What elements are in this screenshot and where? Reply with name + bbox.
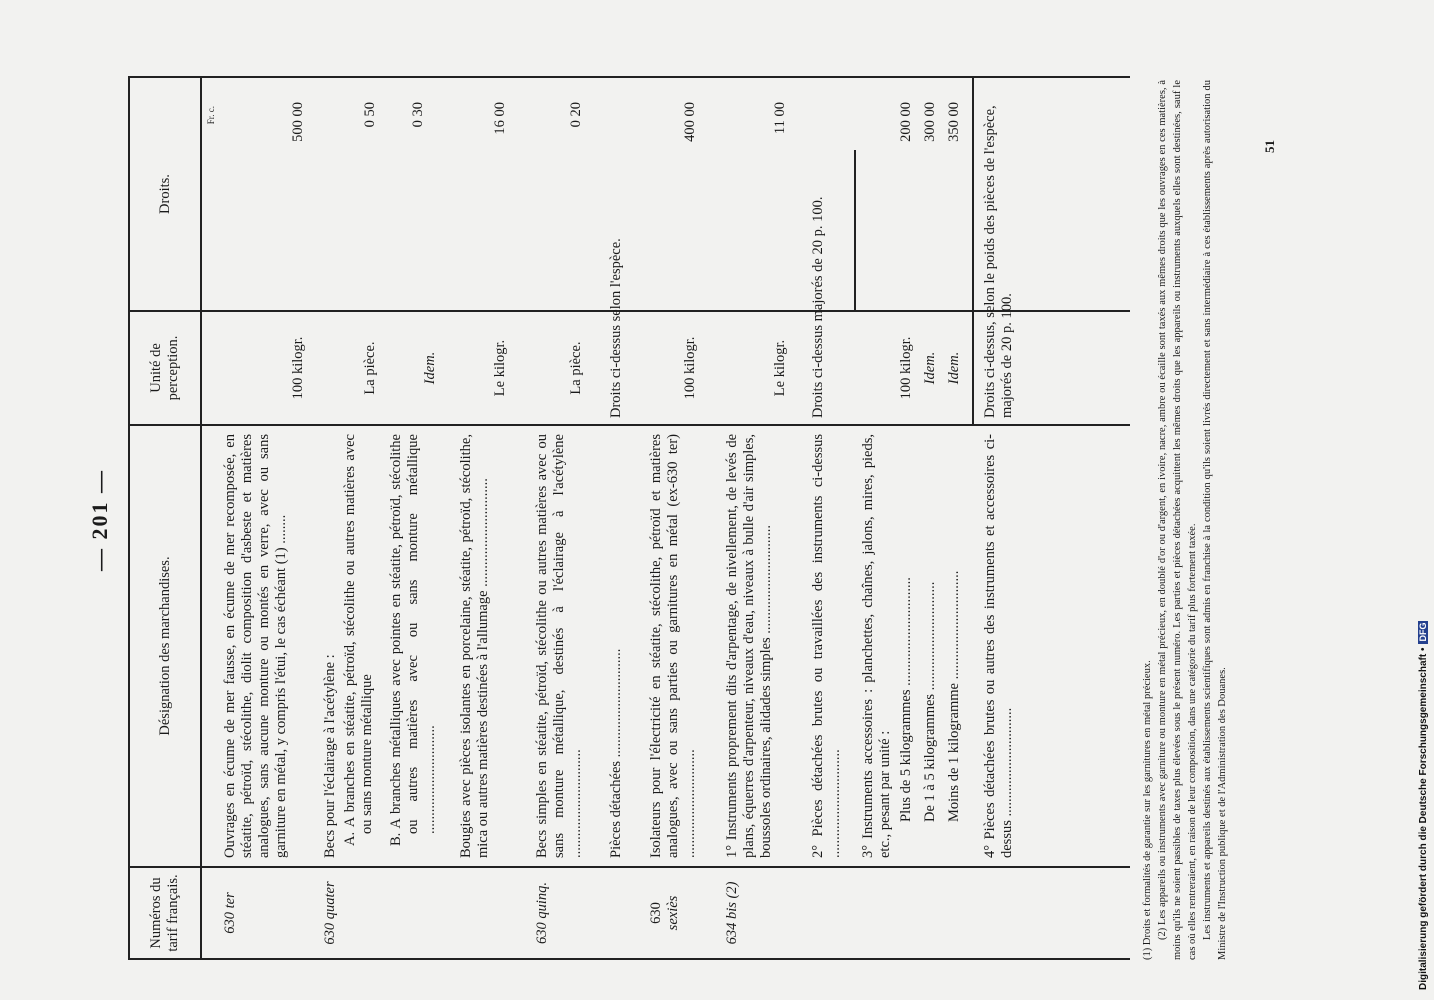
- unit-value: Le kilogr.: [772, 339, 788, 397]
- footnote-1: (1) Droits et formalités de garantie sur les garnitures en métal précieux.: [1142, 660, 1153, 960]
- duty-span-text: Droits ci-dessus majorés de 20 p. 100.: [810, 196, 826, 418]
- designation-text: 3° Instruments accessoires : planchettes, chaînes, jalons, mires, pieds, etc., pesant par unité :: [860, 434, 893, 858]
- tariff-number: 630 ter: [222, 892, 238, 934]
- designation-text: Moins de 1 kilogramme ..............................: [946, 570, 962, 822]
- tariff-number: [648, 868, 682, 958]
- tariff-number-main: 630: [648, 902, 664, 924]
- footnotes: [1140, 80, 1230, 960]
- unit-value: 100 kilogr.: [290, 336, 306, 400]
- tariff-number: 630 quinq.: [534, 881, 550, 945]
- footnote-2: (2) Les appareils ou instruments avec garniture ou monture en métal précieux, en doublé d'or ou d'argent, en ivoire, nacre, ambre ou écaille sont taxés aux mêmes droits que les ouvrages en ces matières, à moins qu'ils ne soient passibles de taxes plus élevées sous le présent numéro. Les parties et pièces détachées acquittent les mêmes droits que les appareils ou instruments auxquels elles sont destinées, sauf le cas où elles rentreraient, en raison de leur composition, dans une catégorie du tarif plus fortement taxée.: [1157, 80, 1198, 960]
- duty-value: 11 00: [772, 102, 788, 135]
- column-header-numero: Numéros du tarif français.: [130, 868, 202, 958]
- column-header-droits: Droits.: [130, 78, 202, 310]
- duty-value: 500 00: [290, 102, 306, 142]
- page-header: — 201 —: [87, 469, 112, 571]
- column-rule: [130, 310, 1130, 312]
- designation-text: 1° Instruments proprement dits d'arpentage, de nivellement, de levés de plans, équerres d'arpenteur, niveaux d'eau, niveaux à bulle d'air simples, boussoles ordinaires, alidades simples ..............................: [724, 434, 774, 858]
- designation-text: Pièces détachées ..............................: [608, 648, 624, 858]
- designation-text: Becs pour l'éclairage à l'acétylène :: [322, 654, 338, 858]
- unit-value: Idem.: [946, 351, 962, 385]
- digitization-credit: [1418, 10, 1429, 990]
- unit-value: Le kilogr.: [492, 339, 508, 397]
- designation-text: Ouvrages en écume de mer fausse, en écume de mer recomposée, en stéatite, pétroïd, stécolithe, diolit composition d'asbeste et matières analogues, sans aucune monture ou montés en verre, avec ou sans garniture en métal, y compris l'étui, le cas échéant (1) ........: [222, 434, 289, 858]
- unit-value: Idem.: [422, 351, 438, 385]
- unit-value: Idem.: [922, 351, 938, 385]
- column-header-unite: Unité de perception.: [130, 312, 202, 424]
- table-rule: [972, 78, 974, 424]
- tariff-number: 634 bis (2): [724, 881, 740, 945]
- duty-span-text: Droits ci-dessus, selon le poids des pièces de l'espèce, majorés de 20 p. 100.: [982, 105, 1015, 418]
- column-rule: [130, 424, 1130, 426]
- tariff-number: 630 quater: [322, 881, 338, 945]
- column-rule: [130, 866, 1130, 868]
- credit-text: Digitalisierung gefördert durch die Deutsche Forschungsgemeinschaft •: [1418, 647, 1429, 990]
- unit-value: La pièce.: [568, 341, 584, 395]
- designation-text: A. A branches en stéatite, pétroïd, stécolithe ou autres matières avec ou sans monture métallique: [342, 434, 375, 846]
- duty-value: 400 00: [682, 102, 698, 142]
- unit-value: La pièce.: [362, 341, 378, 395]
- designation-text: Bougies avec pièces isolantes en porcelaine, stéatite, pétroïd, stécolithe, mica ou autres matières destinées à l'allumage ..............................: [458, 434, 491, 858]
- unit-value: 100 kilogr.: [682, 336, 698, 400]
- designation-text: B. A branches métalliques avec pointes en stéatite, pétroïd, stécolithe ou autres matières avec ou sans monture métallique ..............................: [388, 434, 438, 846]
- designation-text: Plus de 5 kilogrammes ..............................: [898, 577, 914, 822]
- designation-text: 2° Pièces détachées brutes ou travaillées des instruments ci-dessus ..............................: [810, 434, 843, 858]
- duty-value: 0 20: [568, 102, 584, 128]
- duty-value: 0 30: [410, 102, 426, 128]
- tariff-number-suffix: sexiès: [665, 895, 681, 931]
- footnote-3: Les instruments et appareils destinés aux établissements scientifiques sont admis en franchise à la condition qu'ils soient livrés directement et sans intermédiaire à ces établissements après autorisation du Ministre de l'Instruction publique et de l'Administration des Douanes.: [1202, 80, 1228, 960]
- duty-value: 350 00: [946, 102, 962, 142]
- unit-value: 100 kilogr.: [898, 336, 914, 400]
- page-number: 51: [1262, 140, 1277, 153]
- designation-text: 4° Pièces détachées brutes ou autres des instruments et accessoires ci-dessus ..............................: [982, 434, 1015, 858]
- duty-value: 16 00: [492, 102, 508, 135]
- table-rule: [854, 150, 856, 310]
- duty-value: 300 00: [922, 102, 938, 142]
- dfg-logo: DFG: [1418, 622, 1428, 642]
- duty-value: 0 50: [362, 102, 378, 128]
- column-header-designation: Désignation des marchandises.: [130, 426, 202, 866]
- currency-units: Fr. c.: [206, 106, 216, 125]
- tariff-table: [128, 76, 1130, 960]
- duty-value: 200 00: [898, 102, 914, 142]
- duty-span-text: Droits ci-dessus selon l'espèce.: [608, 238, 624, 418]
- designation-text: Isolateurs pour l'électricité en stéatite, stécolithe, pétroïd et matières analogues, avec ou sans parties ou garnitures en métal (ex-630 ter) ..............................: [648, 434, 698, 858]
- designation-text: De 1 à 5 kilogrammes ..............................: [922, 581, 938, 822]
- designation-text: Becs simples en stéatite, pétroïd, stécolithe ou autres matières avec ou sans monture métallique, destinés à l'éclairage à l'acétylène ..............................: [534, 434, 584, 858]
- rotated-tariff-page: [80, 80, 1300, 960]
